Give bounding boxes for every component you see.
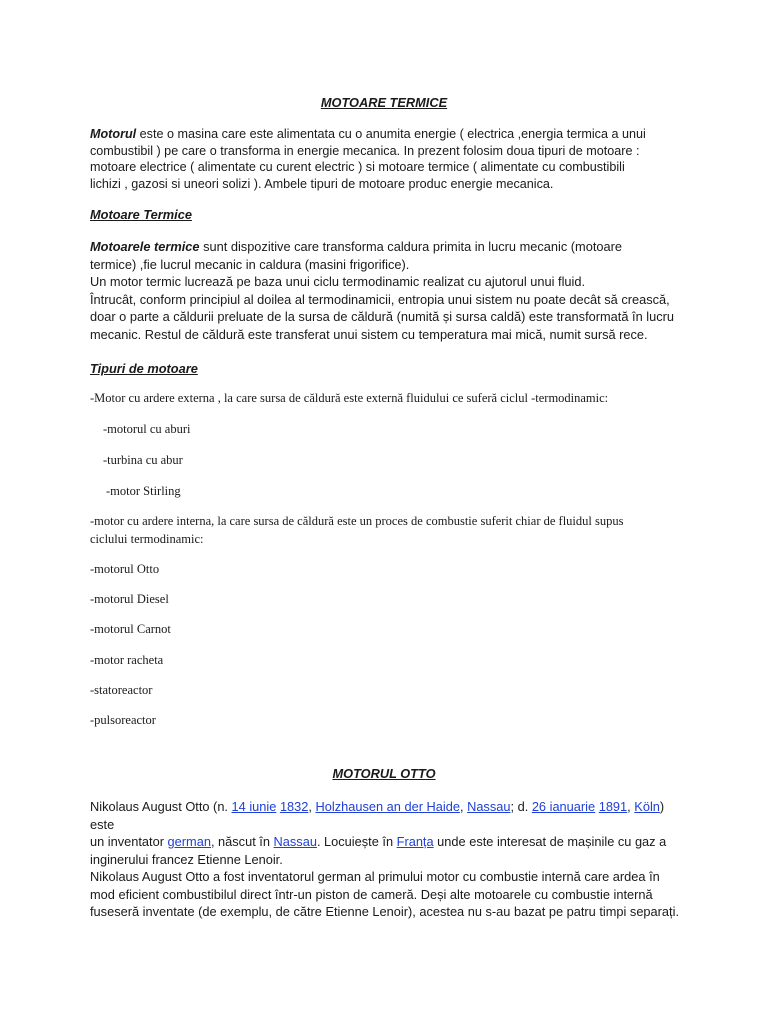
termice-line-1-text: sunt dispozitive care transforma caldura primita in lucru mecanic (motoare — [199, 239, 622, 254]
list-item: -motorul Diesel — [90, 592, 169, 606]
link-death-year[interactable]: 1891 — [598, 799, 628, 814]
intro-line-4: lichizi , gazosi si uneori solizi ). Ambele tipuri de motoare produc energie mecanica. — [90, 176, 554, 191]
otto-text: ) este — [90, 799, 665, 832]
link-death-city[interactable]: Köln — [634, 799, 660, 814]
link-birth-date[interactable]: 14 iunie — [231, 799, 277, 814]
otto-text: . Locuiește în — [316, 834, 397, 849]
termice-line-6: mecanic. Restul de căldură este transferat unui sistem cu temperatura mai mică, numit sursă rece. — [90, 326, 648, 342]
heading-tipuri-de-motoare: Tipuri de motoare — [90, 361, 198, 376]
intro-paragraph — [90, 126, 680, 192]
link-birth-place[interactable]: Holzhausen an der Haide — [315, 799, 460, 814]
otto-line-4: Nikolaus August Otto a fost inventatorul german al primului motor cu combustie internă care ardea în — [90, 869, 660, 884]
link-nassau[interactable]: Nassau — [273, 834, 317, 849]
list-item: -motorul Carnot — [90, 622, 171, 636]
list-item: -turbina cu abur — [103, 453, 183, 467]
interna-intro — [90, 513, 680, 548]
intro-line-1-text: este o masina care este alimentata cu o anumita energie ( electrica ,energia termica a unui — [136, 127, 646, 141]
externa-intro: -Motor cu ardere externa , la care sursa de căldură este externă fluidului ce suferă ciclul -termodinamic: — [90, 391, 609, 405]
list-item: -statoreactor — [90, 683, 153, 697]
heading-motoare-termice: Motoare Termice — [90, 207, 192, 222]
list-item: -motor racheta — [90, 653, 164, 667]
otto-text: ; d. — [510, 799, 532, 814]
intro-lead-term: Motorul — [90, 127, 137, 141]
intro-line-3: motoare electrice ( alimentate cu curent electric ) si motoare termice ( alimentate cu combustibili — [90, 160, 625, 174]
otto-line-6: fuseseră inventate (de exemplu, de către Etienne Lenoir), acestea nu s-au bazat pe patru timpi separați. — [90, 904, 680, 919]
otto-text: unde este interesat de mașinile cu gaz a — [433, 834, 667, 849]
termice-lead-term: Motoarele termice — [90, 239, 200, 254]
list-item: -motorul Otto — [90, 562, 160, 576]
otto-line-2 — [90, 833, 680, 851]
link-franta[interactable]: Franța — [396, 834, 434, 849]
otto-line-1: Nikolaus August Otto (n. 14 iunie 1832, Holzhausen an der Haide, Nassau; d. 26 ianuarie 1891, Köln) este — [90, 799, 665, 832]
termice-paragraph — [90, 238, 680, 343]
list-item: -motor Stirling — [106, 484, 181, 498]
list-item: -pulsoreactor — [90, 713, 156, 727]
document-title: MOTOARE TERMICE — [320, 95, 448, 110]
intro-line-1 — [90, 126, 680, 143]
otto-paragraph — [90, 798, 680, 921]
link-death-date[interactable]: 26 ianuarie — [531, 799, 596, 814]
interna-line-2: ciclului termodinamic: — [90, 531, 204, 546]
list-item: -motorul cu aburi — [103, 422, 191, 436]
link-german[interactable]: german — [167, 834, 211, 849]
otto-line-3: inginerului francez Etienne Lenoir. — [90, 851, 283, 867]
otto-text: , născut în — [210, 834, 274, 849]
otto-text: Nikolaus August Otto (n. — [90, 799, 232, 814]
termice-line-5: doar o parte a căldurii preluate de la sursa de căldură (numită și sursa caldă) este transformată în lucru — [90, 309, 674, 324]
termice-line-1 — [90, 238, 680, 256]
intro-line-2: combustibil ) pe care o transforma in energie mecanica. In prezent folosim doua tipuri de motoare : — [90, 143, 640, 158]
heading-motorul-otto: MOTORUL OTTO — [332, 766, 436, 781]
interna-line-1: -motor cu ardere interna, la care sursa de căldură este un proces de combustie suferit chiar de fluidul supus — [90, 514, 624, 528]
termice-line-4: Întrucât, conform principiul al doilea al termodinamicii, entropia unui sistem nu poate decât să crească, — [90, 291, 670, 307]
termice-line-3: Un motor termic lucrează pe baza unui ciclu termodinamic realizat cu ajutorul unui fluid. — [90, 274, 586, 289]
otto-text: un inventator — [90, 834, 168, 849]
link-birth-year[interactable]: 1832 — [279, 799, 309, 814]
link-birth-region[interactable]: Nassau — [467, 799, 511, 814]
otto-line-5: mod eficient combustibilul direct într-un piston de cameră. Deși alte motoarele cu combustie internă — [90, 886, 653, 902]
termice-line-2: termice) ,fie lucrul mecanic in caldura (masini frigorifice). — [90, 256, 410, 272]
